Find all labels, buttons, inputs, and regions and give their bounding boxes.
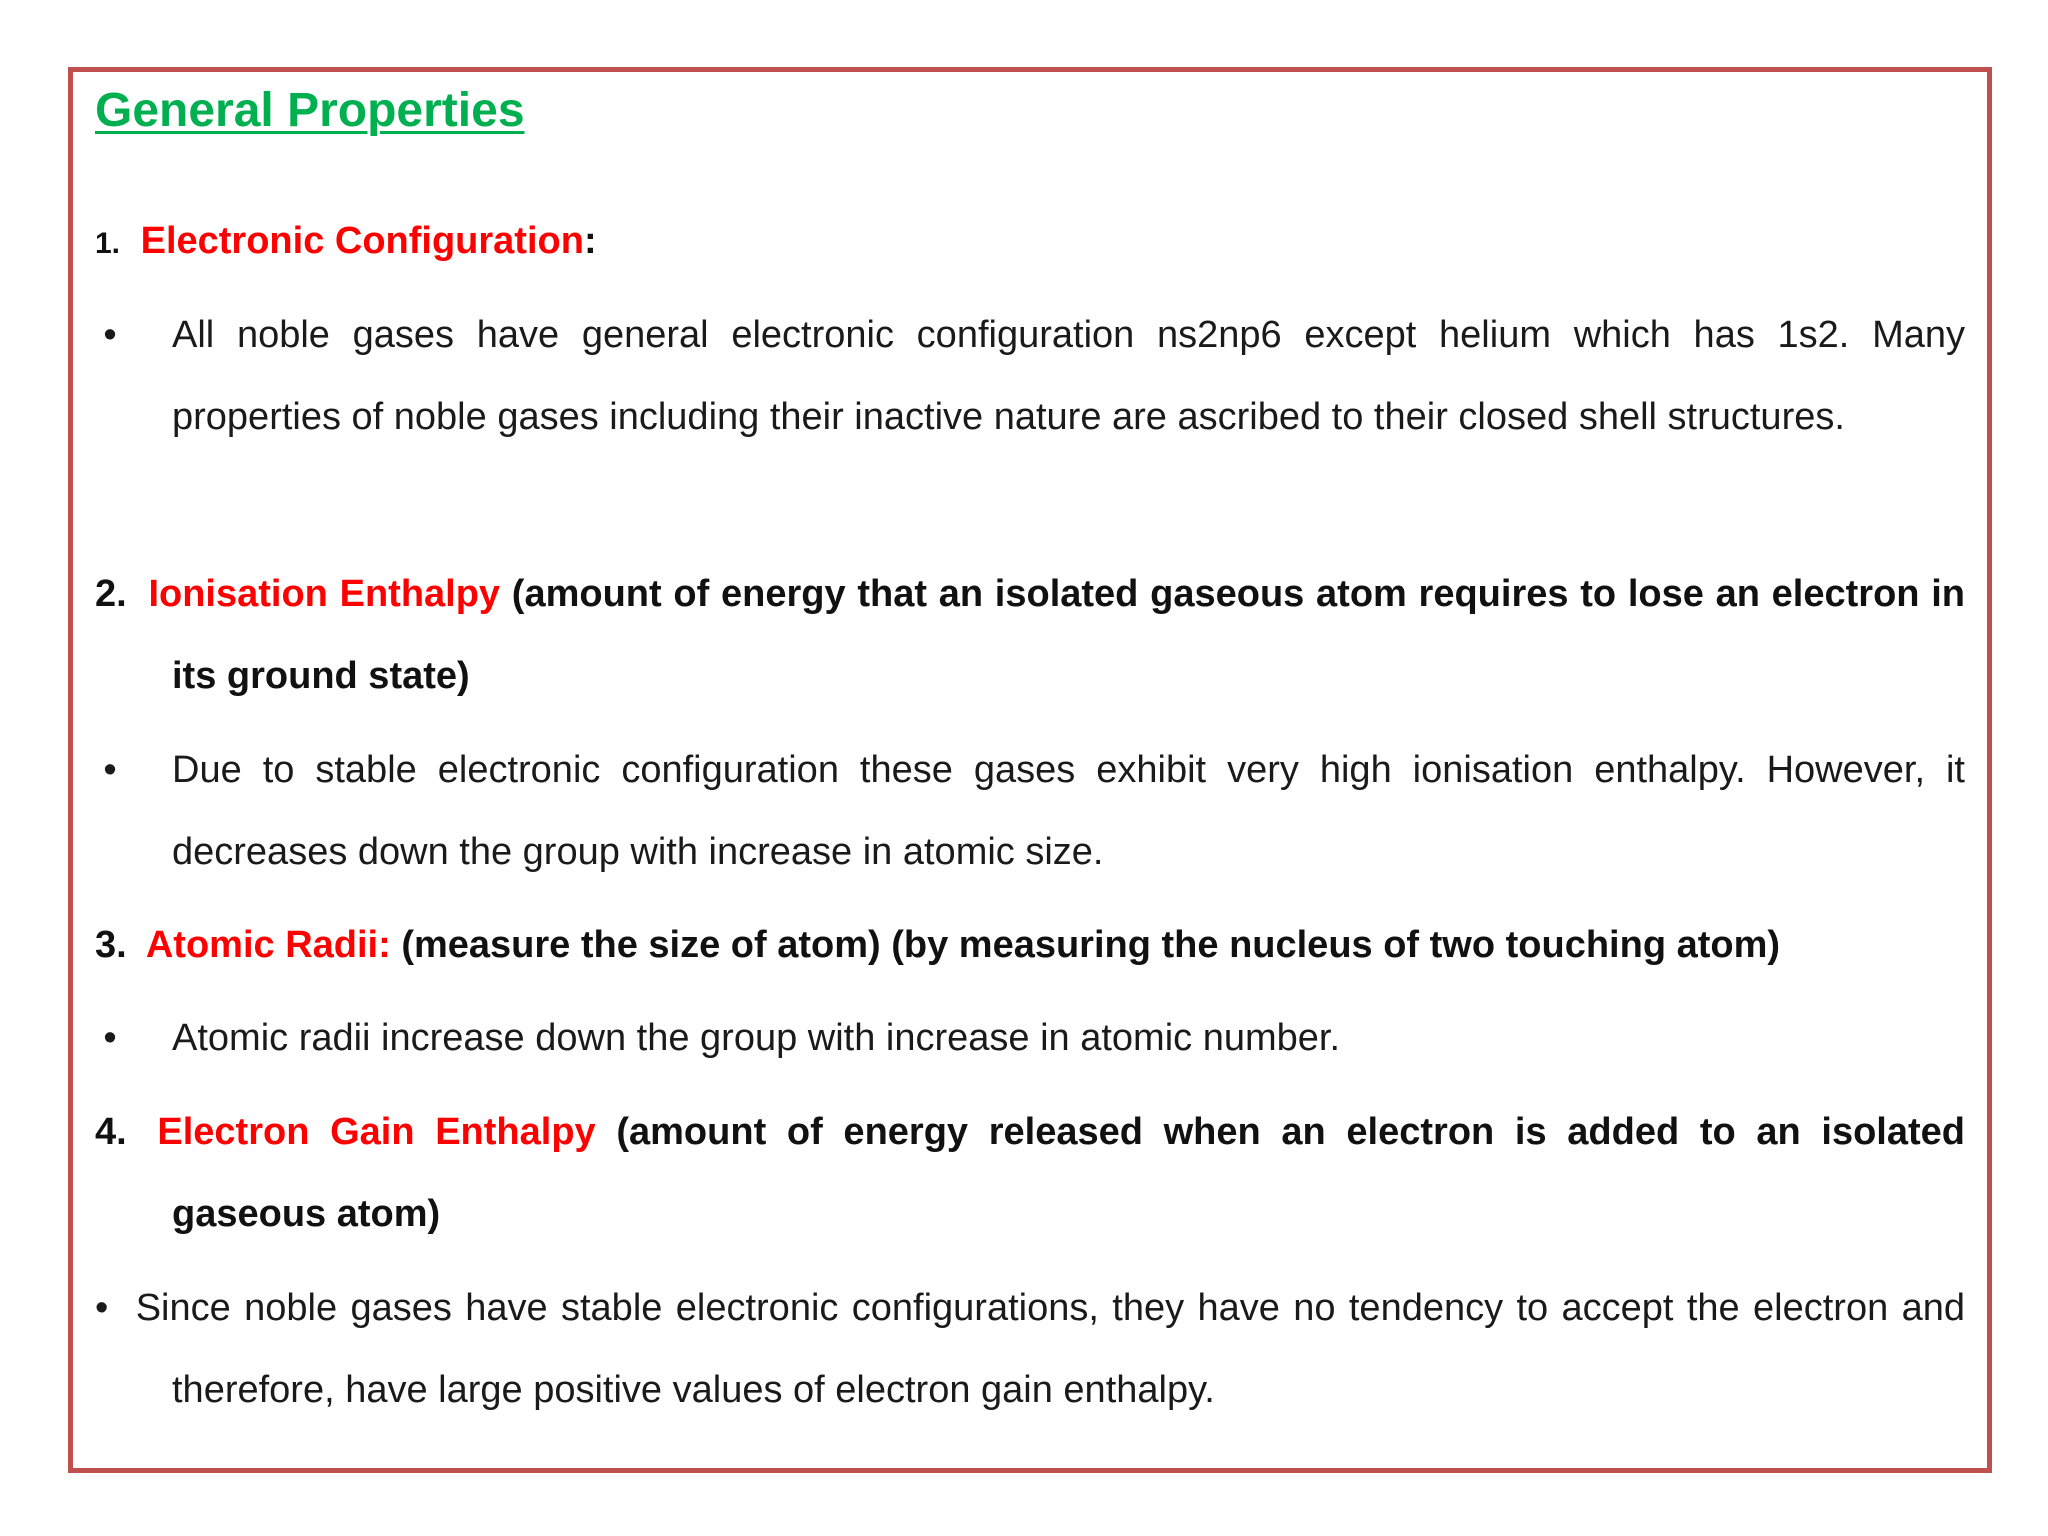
bullet-icon: • [103,1017,117,1059]
slide-frame [68,67,1992,1473]
bullet-icon: • [103,749,117,791]
section-suffix-4: (amount of energy released when an electron is added to an isolated gaseous atom) [172,1111,1966,1235]
section-suffix-3: (measure the size of atom) (by measuring the nucleus of two touching atom) [390,924,1781,966]
section-bullet-4 [95,1267,1965,1431]
section-number-1: 1. [95,227,121,260]
section-text-3: Atomic radii increase down the group with increase in atomic number. [172,1017,1341,1059]
section-title-2: Ionisation Enthalpy [148,573,501,615]
section-text-1: All noble gases have general electronic configuration ns2np6 except helium which has 1s2. Many properties of noble gases including their inactive nature are ascribed to their closed shell structures. [172,314,1965,438]
section-heading-4 [95,1091,1965,1255]
section-text-2: Due to stable electronic configuration these gases exhibit very high ionisation enthalpy. However, it decreases down the group with increase in atomic size. [172,749,1965,873]
section-heading-3 [95,904,1965,986]
section-text-4: Since noble gases have stable electronic configurations, they have no tendency to accept the electron and therefore, have large positive values of electron gain enthalpy. [135,1287,1965,1411]
section-number-4: 4. [95,1111,127,1153]
section-title-3: Atomic Radii: [145,924,391,966]
section-heading-1 [95,200,1965,285]
section-suffix-1: : [583,220,597,262]
section-number-3: 3. [95,924,127,966]
section-title-4: Electron Gain Enthalpy [157,1111,596,1153]
section-number-2: 2. [95,573,127,615]
bullet-icon: • [95,1287,109,1329]
section-title-1: Electronic Configuration [140,220,584,262]
slide-title: General Properties [95,84,525,137]
bullet-icon: • [103,314,117,356]
section-bullet-3 [95,997,1965,1079]
section-bullet-1 [95,294,1965,458]
section-heading-2 [95,553,1965,717]
section-bullet-2 [95,729,1965,893]
section-suffix-2: (amount of energy that an isolated gaseous atom requires to lose an electron in its ground state) [172,573,1965,697]
